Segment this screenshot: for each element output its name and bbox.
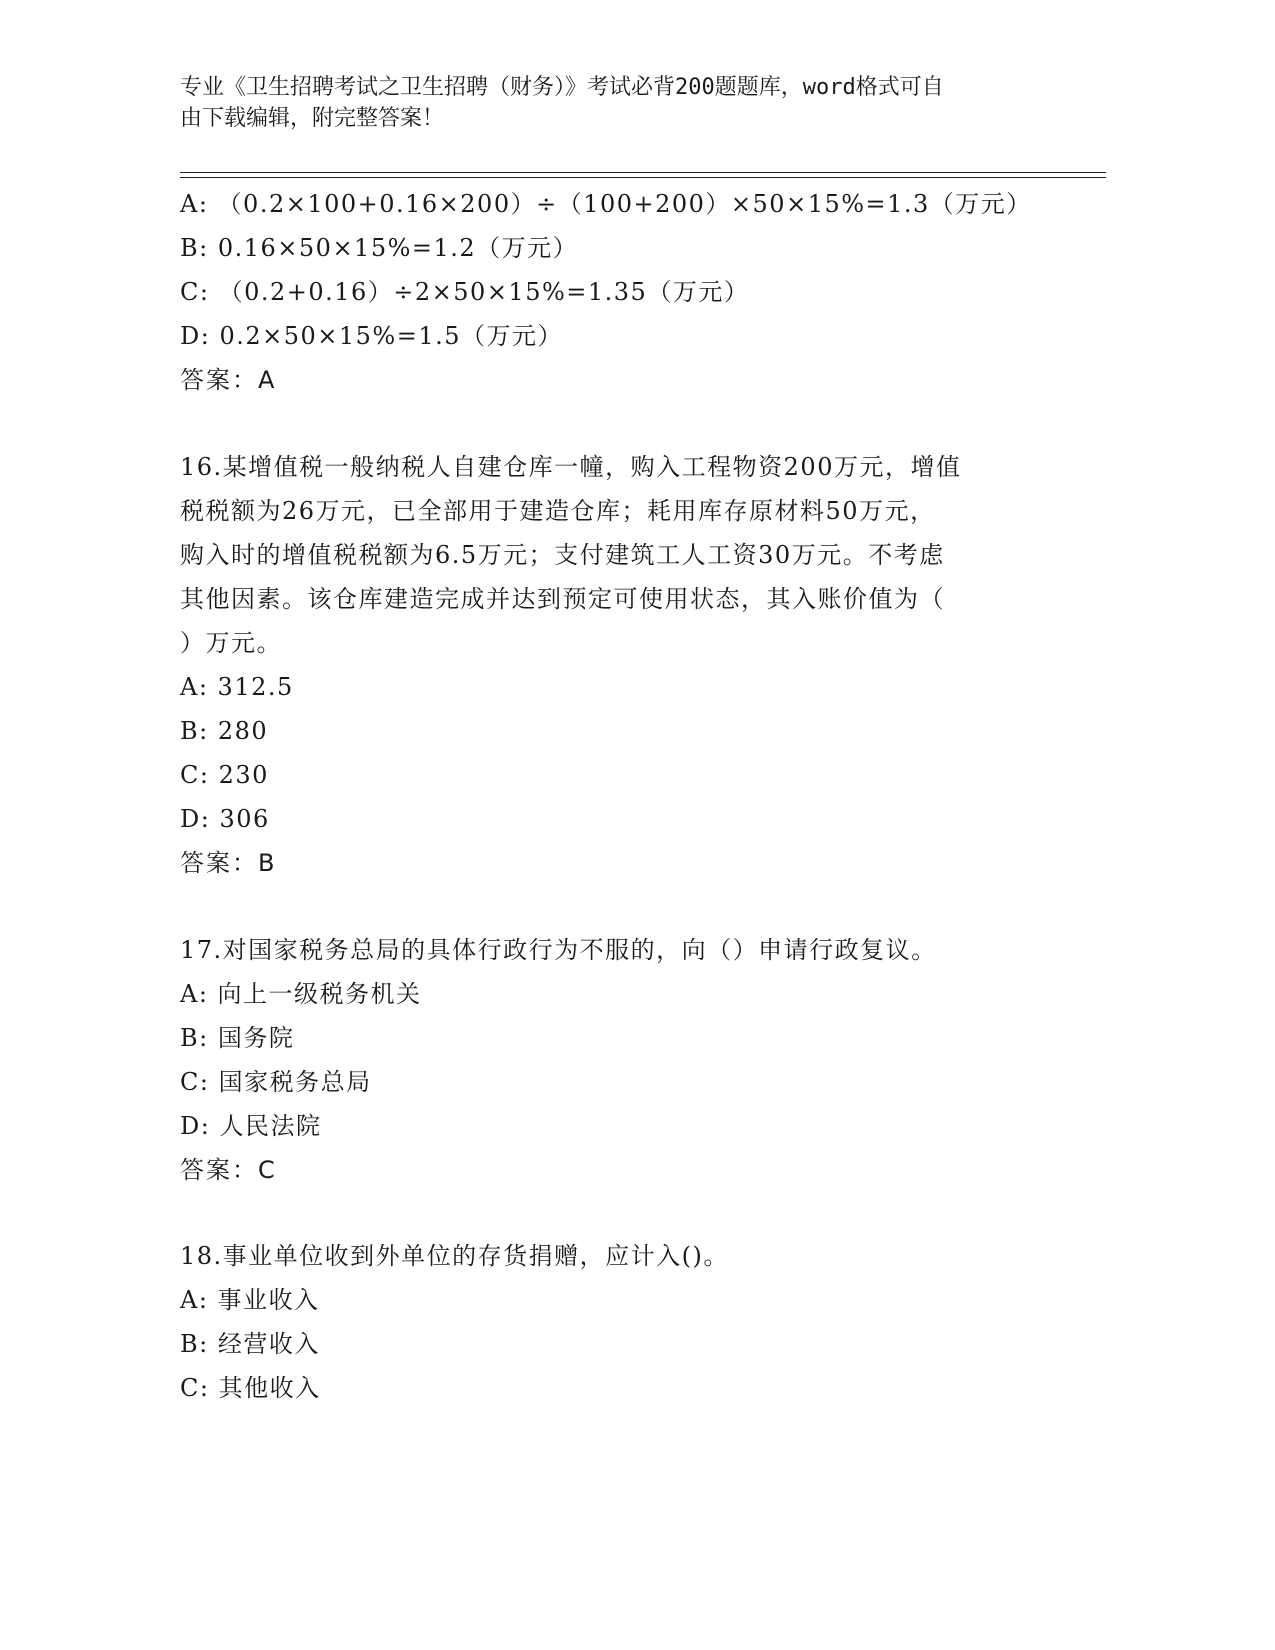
question-text-line: 税税额为26万元，已全部用于建造仓库；耗用库存原材料50万元， (180, 497, 936, 525)
question-text-line: 购入时的增值税税额为6.5万元；支付建筑工人工资30万元。不考虑 (180, 541, 945, 569)
question-list (180, 182, 1060, 1410)
option-c: C: （0.2+0.16）÷2×50×15%=1.35（万元） (180, 278, 750, 306)
question-17 (180, 928, 1060, 1192)
option-c: C: 230 (180, 761, 269, 789)
option-a: A: 向上一级税务机关 (180, 980, 422, 1008)
header-divider-bottom (180, 177, 1106, 178)
answer-line: 答案：A (180, 366, 277, 394)
option-a: A: 312.5 (180, 673, 294, 701)
option-b: B: 280 (180, 717, 269, 745)
question-15 (180, 182, 1060, 402)
answer-line: 答案：C (180, 1156, 277, 1184)
question-text-line: 17.对国家税务总局的具体行政行为不服的，向（）申请行政复议。 (180, 936, 937, 964)
question-text-line: ）万元。 (180, 629, 282, 657)
question-text (180, 445, 1060, 665)
option-c: C: 其他收入 (180, 1374, 321, 1402)
header-line-2: 由下载编辑，附完整答案！ (180, 106, 445, 131)
question-text-line: 其他因素。该仓库建造完成并达到预定可使用状态，其入账价值为（ (180, 585, 945, 613)
question-text-line: 18.事业单位收到外单位的存货捐赠，应计入()。 (180, 1242, 729, 1270)
option-a: A: （0.2×100+0.16×200）÷（100+200）×50×15%=1.3（万元） (180, 190, 1032, 218)
question-text (180, 928, 1060, 972)
question-18 (180, 1234, 1060, 1410)
option-d: D: 人民法院 (180, 1112, 322, 1140)
option-b: B: 经营收入 (180, 1330, 320, 1358)
answer-line: 答案：B (180, 849, 277, 877)
header-line-1: 专业《卫生招聘考试之卫生招聘（财务）》考试必背200题题库，word格式可自 (180, 75, 944, 100)
option-d: D: 0.2×50×15%=1.5（万元） (180, 322, 564, 350)
document-header (180, 72, 1040, 134)
option-b: B: 0.16×50×15%=1.2（万元） (180, 234, 579, 262)
question-text-line: 16.某增值税一般纳税人自建仓库一幢，购入工程物资200万元，增值 (180, 453, 962, 481)
question-spacer (180, 885, 1060, 928)
question-spacer (180, 402, 1060, 445)
option-c: C: 国家税务总局 (180, 1068, 372, 1096)
question-16 (180, 445, 1060, 885)
question-spacer (180, 1192, 1060, 1234)
option-b: B: 国务院 (180, 1024, 295, 1052)
option-a: A: 事业收入 (180, 1286, 320, 1314)
question-text (180, 1234, 1060, 1278)
option-d: D: 306 (180, 805, 270, 833)
header-divider-top (180, 172, 1106, 173)
